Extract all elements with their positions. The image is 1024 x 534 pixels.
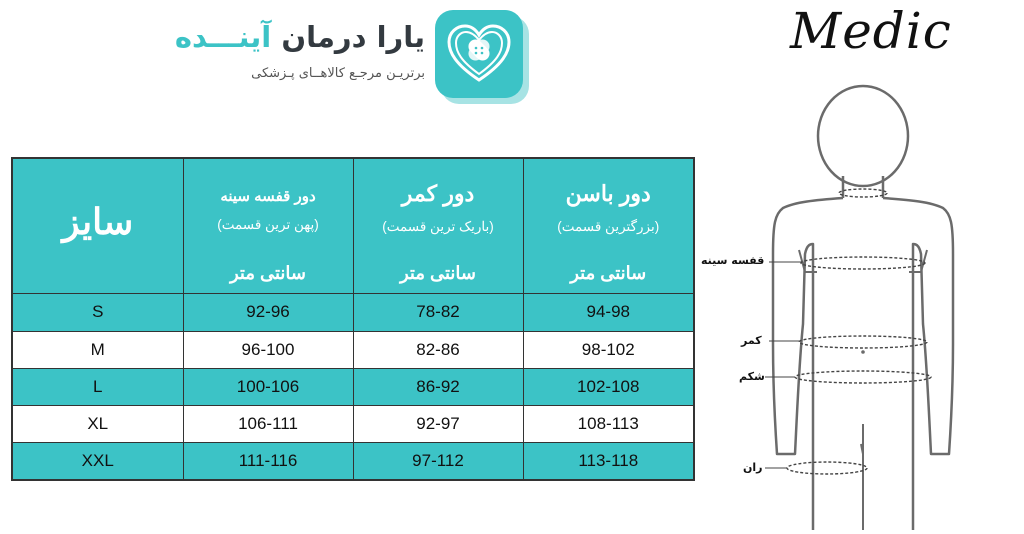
- body-diagram: [695, 84, 1024, 530]
- table-row: [13, 294, 693, 331]
- cell-chest: 100-106: [183, 368, 353, 405]
- header-hip: [523, 159, 693, 294]
- cell-waist: 97-112: [353, 442, 523, 479]
- cell-size: XXL: [13, 442, 183, 479]
- table-row: [13, 368, 693, 405]
- cell-size: S: [13, 294, 183, 331]
- header-waist: [353, 159, 523, 294]
- header-size-label: سایز: [62, 201, 134, 242]
- cell-size: M: [13, 331, 183, 368]
- logo-title-dark: یارا درمان: [281, 20, 425, 54]
- table-row: [13, 405, 693, 442]
- cell-waist: 92-97: [353, 405, 523, 442]
- header-waist-sub: (باریک ترین قسمت): [382, 219, 494, 234]
- header-hip-unit: سانتی متر: [570, 263, 647, 283]
- cell-size: L: [13, 368, 183, 405]
- header-hip-sub: (بزرگترین قسمت): [557, 219, 660, 234]
- table-row: [13, 442, 693, 479]
- cell-hip: 108-113: [523, 405, 693, 442]
- logo-subtitle: برتریـن مرجـع کالاهــای پـزشکی: [251, 66, 425, 81]
- cell-size: XL: [13, 405, 183, 442]
- label-waist: کمر: [741, 334, 762, 347]
- brand-wordmark: Medic: [790, 2, 952, 60]
- cell-waist: 86-92: [353, 368, 523, 405]
- header-chest-unit: سانتی متر: [229, 263, 307, 283]
- cell-hip: 113-118: [523, 442, 693, 479]
- cell-waist: 82-86: [353, 331, 523, 368]
- table-header-row: [13, 159, 693, 294]
- header-chest: [183, 159, 353, 294]
- cell-chest: 111-116: [183, 442, 353, 479]
- header-waist-unit: سانتی متر: [399, 263, 477, 283]
- cell-hip: 98-102: [523, 331, 693, 368]
- thigh-measure-line: [787, 462, 867, 474]
- cell-hip: 94-98: [523, 294, 693, 331]
- label-chest: قفسه سینه: [701, 254, 765, 267]
- logo: [174, 10, 525, 105]
- header-waist-title: دور کمر: [401, 181, 475, 206]
- cell-chest: 96-100: [183, 331, 353, 368]
- logo-title: [175, 20, 425, 54]
- heart-bandage-icon: [435, 10, 523, 98]
- header-chest-title: دور قفسه سینه: [220, 188, 316, 205]
- logo-title-teal: آینـــده: [174, 20, 272, 54]
- label-thigh: ران: [743, 461, 763, 474]
- header-size: [13, 159, 183, 294]
- cell-hip: 102-108: [523, 368, 693, 405]
- cell-chest: 106-111: [183, 405, 353, 442]
- table-row: [13, 331, 693, 368]
- cell-waist: 78-82: [353, 294, 523, 331]
- size-table: [11, 157, 695, 481]
- header-chest-sub: (پهن ترین قسمت): [217, 217, 319, 232]
- cell-chest: 92-96: [183, 294, 353, 331]
- neck-measure-line: [839, 189, 887, 197]
- header-hip-title: دور باسن: [565, 181, 651, 206]
- label-belly: شکم: [739, 370, 765, 383]
